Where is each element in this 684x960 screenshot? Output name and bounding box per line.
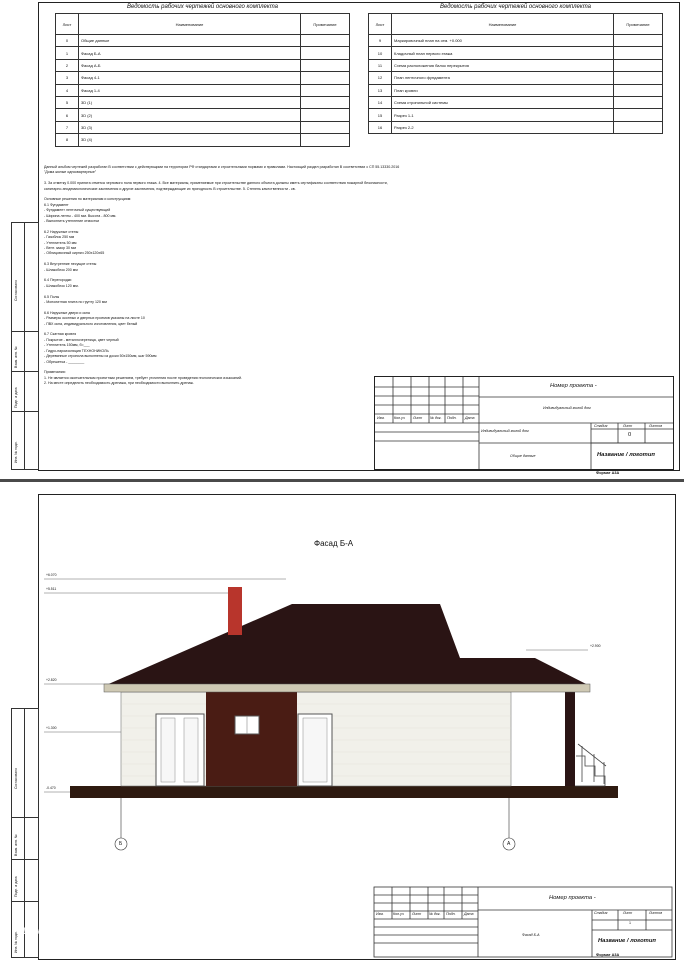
side-approval-strip: [11, 708, 39, 958]
register-cell-sheet: 7: [56, 121, 79, 133]
note-line: Примечания:: [44, 370, 66, 375]
side-label-inventory: Инв. № подл.: [14, 441, 18, 463]
register-cell-note: [301, 47, 350, 59]
register-row: [56, 109, 350, 121]
register-row: [56, 35, 350, 47]
register-row: [369, 84, 663, 96]
brick-wall-section: [206, 692, 297, 786]
register-cell-note: [301, 84, 350, 96]
stamp-col-change: Изм.: [377, 416, 385, 420]
register-row: [369, 121, 663, 133]
register-cell-note: [301, 35, 350, 47]
note-line: - ПВХ окна, индивидуального изготовления, цвет белый: [44, 321, 138, 326]
side-approval-strip: [11, 222, 39, 470]
elevation-porch-roof: +2.900: [590, 644, 601, 648]
note-line: - Деревянные стропила выполнены из доски 50х150мм, шаг 590мм: [44, 354, 157, 359]
elevation-eaves: +2.820: [46, 678, 57, 682]
register-cell-sheet: 0: [56, 35, 79, 47]
organization-logo: Название / логотип: [597, 452, 655, 458]
register-cell-name: 3D (2): [79, 109, 301, 121]
sheet-general-data: [0, 0, 684, 479]
note-line: 6.3 Внутренние несущие стены: [44, 262, 97, 267]
note-line: 2. На месте определить необходимость дренажа, при необходимости выполнить дренаж.: [44, 381, 194, 386]
stamp-col-date: Дата: [465, 416, 475, 420]
stamp-col-sign: Подп.: [446, 912, 456, 916]
stamp-col-sign: Подп.: [447, 416, 457, 420]
register-cell-name: 3D (4): [79, 134, 301, 146]
note-line: - Гидро-пароизоляция ТЕХНОНИКОЛЬ: [44, 348, 109, 353]
register-row: [56, 47, 350, 59]
side-label-signature: Подп. и дата: [14, 876, 18, 897]
register-cell-note: [301, 109, 350, 121]
register-cell-name: План кровли: [392, 84, 614, 96]
stamp-col-sheet: Лист: [412, 912, 422, 916]
col-note: Примечание: [301, 14, 350, 35]
register-cell-note: [614, 59, 663, 71]
register-cell-note: [614, 35, 663, 47]
note-line: - Размеры оконных и дверных проемов указаны на листе 10: [44, 316, 145, 321]
register-cell-name: Кладочный план первого этажа: [392, 47, 614, 59]
side-label-replaces: Взам. инв. №: [14, 346, 18, 368]
elevation-ground: -0.470: [46, 786, 56, 790]
register-cell-name: Маркировочный план на отм. +0.000: [392, 35, 614, 47]
stamp-stage-header: Стадия: [594, 911, 608, 915]
register-cell-note: [614, 121, 663, 133]
register-cell-note: [614, 47, 663, 59]
note-line: - Шлакоблок 120 мм.: [44, 283, 79, 288]
register-cell-sheet: 6: [56, 109, 79, 121]
register-cell-note: [301, 96, 350, 108]
register-row: [56, 121, 350, 133]
register-cell-name: 3D (1): [79, 96, 301, 108]
register-cell-note: [301, 121, 350, 133]
register-cell-note: [301, 72, 350, 84]
note-line: 3. За отметку 0.000 принята отметка чернового пола первого этажа. 4. Все материалы, применяемые при строительстве данного объекта должны иметь сертификаты соответствия пожарной безопасности,: [44, 181, 388, 186]
note-line: - Ширина ленты - 400 мм. Высота - 800 мм.: [44, 213, 117, 218]
stamp-sheet-header: Лист: [623, 911, 633, 915]
stamp-col-change: Изм.: [376, 912, 384, 916]
title-block: [374, 376, 674, 470]
note-line: 6.6 Наружные двери и окна: [44, 310, 90, 315]
sheet-facade: [0, 482, 684, 960]
format-label: Формат А3А: [596, 471, 620, 475]
note-line: - Выполнить утепление отмостки: [44, 219, 100, 224]
col-note: Примечание: [614, 14, 663, 35]
register-right-table: [368, 13, 663, 134]
stamp-stage-header: Стадия: [594, 424, 608, 428]
chimney: [228, 587, 242, 635]
elevation-chimney: +5.511: [46, 587, 57, 591]
note-line: - Фундамент ленточный существующий: [44, 208, 111, 213]
stamp-sheet-header: Лист: [623, 424, 633, 428]
house-type: Индивидуальный жилой дом: [543, 406, 591, 410]
register-row: [56, 84, 350, 96]
elevation-ridge: +6.070: [46, 573, 57, 577]
register-row: [369, 47, 663, 59]
register-cell-name: Разрез 1-1: [392, 109, 614, 121]
format-label: Формат А3А: [596, 953, 620, 957]
register-cell-sheet: 10: [369, 47, 392, 59]
side-label-inventory: Инв. № подл.: [14, 931, 18, 953]
fascia-board: [104, 684, 590, 692]
register-row: [56, 96, 350, 108]
register-cell-note: [614, 96, 663, 108]
register-cell-name: Фасад 4-1: [79, 72, 301, 84]
axis-label-a: А: [507, 841, 511, 847]
register-cell-sheet: 5: [56, 96, 79, 108]
register-row: [369, 59, 663, 71]
stamp-col-date: Дата: [464, 912, 474, 916]
note-line: санитарно-эпидемиологические заключения и другие заключения, подтверждающие их пригодность В строительстве. 5. Степень качественности - кв.: [44, 186, 296, 191]
col-sheet: Лист: [369, 14, 392, 35]
note-line: - Облицовочный кирпич 250х120х65: [44, 251, 105, 256]
register-right-title: Ведомость рабочих чертежей основного комплекта: [439, 4, 592, 10]
stamp-sheet-value: 1: [629, 921, 631, 925]
note-line: 6.7 Скатная кровля: [44, 332, 77, 337]
register-cell-sheet: 4: [56, 84, 79, 96]
register-cell-sheet: 3: [56, 72, 79, 84]
register-cell-sheet: 11: [369, 59, 392, 71]
register-cell-sheet: 13: [369, 84, 392, 96]
axis-label-b: Б: [119, 841, 123, 847]
col-name: Наименование: [79, 14, 301, 35]
note-line: - Газоблок 250 мм: [44, 235, 75, 240]
register-cell-name: Общие данные: [79, 35, 301, 47]
register-cell-note: [614, 84, 663, 96]
stamp-col-count: Кол.уч: [394, 416, 405, 420]
stamp-col-doc: № док.: [429, 912, 441, 916]
register-cell-sheet: 12: [369, 72, 392, 84]
col-name: Наименование: [392, 14, 614, 35]
ground-strip: [70, 786, 618, 798]
side-label-approved: Согласовано: [14, 279, 18, 301]
stamp-sheet-value: 0: [628, 432, 632, 438]
porch-stairs: [575, 744, 606, 786]
register-cell-sheet: 2: [56, 59, 79, 71]
register-cell-name: Фасад А-Б: [79, 59, 301, 71]
note-line: 6.4 Перегородки: [44, 278, 72, 283]
project-number: Номер проекта -: [549, 895, 596, 901]
register-cell-name: Фасад 1-4: [79, 84, 301, 96]
note-line: 6.1 Фундамент: [44, 202, 69, 207]
register-cell-name: Схема расположения балок перекрытия: [392, 59, 614, 71]
project-number: Номер проекта -: [550, 383, 597, 389]
sheet-name: Фасад Б-А: [522, 933, 540, 937]
register-row: [369, 35, 663, 47]
title-block: [374, 887, 672, 957]
register-cell-sheet: 15: [369, 109, 392, 121]
note-line: 6.5 Полы: [44, 294, 60, 299]
register-left-title: Ведомость рабочих чертежей основного комплекта: [126, 4, 279, 10]
stamp-col-doc: № док.: [430, 416, 442, 420]
register-cell-note: [614, 109, 663, 121]
note-line: "Дома жилые одноквартирные": [44, 170, 97, 175]
sheet-name: Общие данные: [510, 454, 536, 458]
note-line: - Обрешетка - ________: [44, 359, 85, 364]
register-cell-note: [301, 134, 350, 146]
register-cell-sheet: 16: [369, 121, 392, 133]
register-cell-name: Схема стропильной системы: [392, 96, 614, 108]
note-line: Основные решения по материалам и конструкциям:: [44, 197, 132, 202]
note-line: - Утеплитель 150мм, б=___: [44, 343, 90, 348]
register-cell-sheet: 9: [369, 35, 392, 47]
register-left-table: [55, 13, 350, 147]
register-cell-sheet: 14: [369, 96, 392, 108]
side-label-approved: Согласовано: [14, 767, 18, 789]
note-line: Данный альбом чертежей разработан В соответствии с действующими на территории РФ стандартами и строительными нормами и правилами. Настоящий раздел разработан В соответствии с СП 55.13330.2016: [44, 165, 400, 169]
organization-logo: Название / логотип: [598, 938, 656, 944]
register-row: [369, 72, 663, 84]
stamp-sheets-header: Листов: [649, 911, 663, 915]
roof: [104, 604, 590, 686]
register-cell-name: 3D (3): [79, 121, 301, 133]
register-cell-sheet: 1: [56, 47, 79, 59]
col-sheet: Лист: [56, 14, 79, 35]
note-line: 6.2 Наружные стены: [44, 229, 79, 234]
porch-post: [565, 692, 575, 786]
side-label-replaces: Взам. инв. №: [14, 834, 18, 856]
note-line: 1. Не является окончательным проектным решением, требует уточнения после проведения геологических изысканий.: [44, 375, 242, 380]
stamp-sheets-header: Листов: [649, 424, 663, 428]
register-row: [56, 134, 350, 146]
register-row: [369, 109, 663, 121]
register-cell-note: [614, 72, 663, 84]
note-line: - Шлакоблок 200 мм: [44, 267, 78, 272]
domclick-watermark: Домклик: [22, 926, 64, 936]
register-cell-name: План ленточного фундамента: [392, 72, 614, 84]
note-line: - Покрытие - металлочерепица, цвет черный: [44, 337, 119, 342]
register-cell-sheet: 8: [56, 134, 79, 146]
note-line: - Вент. зазор 30 мм: [44, 246, 76, 251]
side-label-signature: Подп. и дата: [14, 387, 18, 408]
register-row: [369, 96, 663, 108]
stamp-col-count: Кол.уч: [393, 912, 404, 916]
note-line: - Монолитная плита по грунту 120 мм: [44, 300, 107, 305]
register-cell-name: Фасад Б-А: [79, 47, 301, 59]
stamp-col-sheet: Лист: [413, 416, 423, 420]
elevation-window: +1.300: [46, 726, 57, 730]
note-line: - Утеплитель 50 мм: [44, 240, 77, 245]
register-row: [56, 59, 350, 71]
register-cell-note: [301, 59, 350, 71]
register-row: [56, 72, 350, 84]
general-notes: [44, 165, 399, 387]
register-cell-name: Разрез 2-2: [392, 121, 614, 133]
facade-title: Фасад Б-А: [314, 539, 354, 548]
object-name: Индивидуальный жилой дом: [481, 429, 529, 433]
